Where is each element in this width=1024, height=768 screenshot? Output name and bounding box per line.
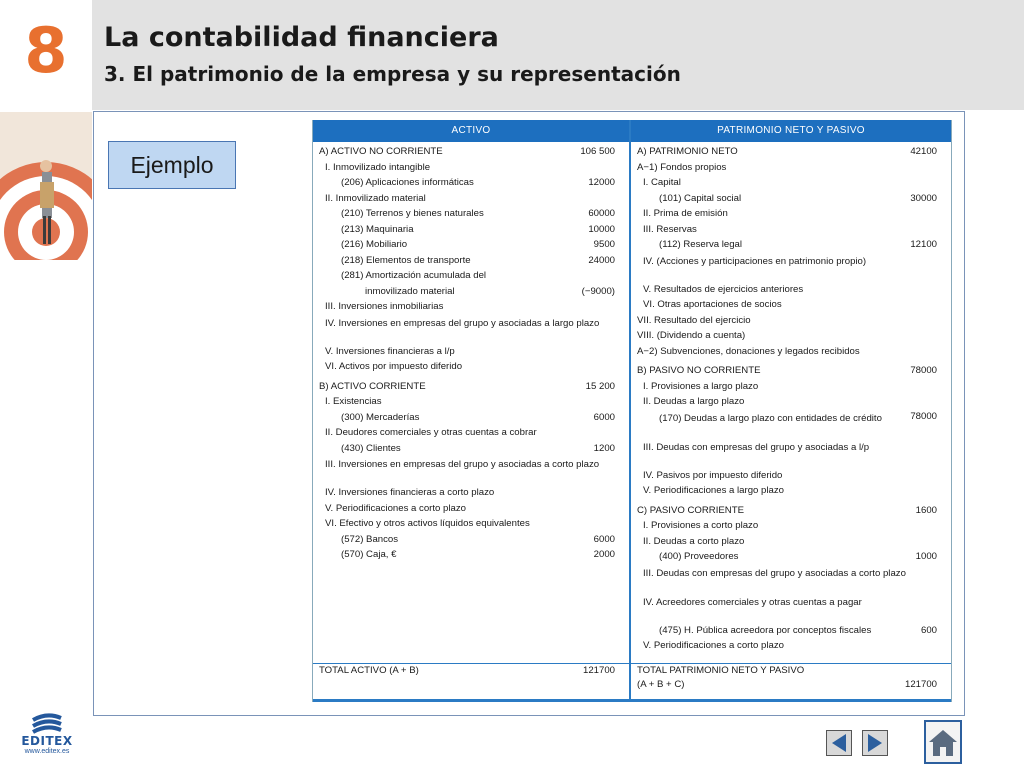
row-label: III. Deudas con empresas del grupo y asociadas a corto plazo — [643, 567, 906, 579]
row-value: 30000 — [910, 192, 937, 204]
table-row — [313, 237, 629, 253]
row-label: I. Capital — [643, 177, 681, 188]
row-label: A−1) Fondos propios — [637, 161, 727, 173]
table-row — [313, 206, 629, 222]
row-value: 6000 — [593, 411, 615, 423]
row-label: III. Inversiones en empresas del grupo y asociadas a corto plazo — [325, 459, 600, 470]
row-label: I. Existencias — [325, 396, 382, 407]
table-row — [631, 534, 951, 550]
row-label: (210) Terrenos y bienes naturales — [341, 208, 484, 219]
table-row — [631, 344, 951, 360]
table-row — [631, 394, 951, 410]
row-value: 1600 — [915, 504, 937, 516]
activo-rows — [313, 142, 629, 563]
table-row — [631, 222, 951, 238]
row-value: 78000 — [910, 365, 937, 376]
row-label: V. Periodificaciones a largo plazo — [643, 485, 784, 496]
row-label: (475) H. Pública acreedora por conceptos fiscales — [659, 624, 872, 636]
row-label: (400) Proveedores — [659, 551, 739, 562]
row-value: 1000 — [915, 551, 937, 562]
pasivo-column — [631, 120, 951, 702]
table-row — [313, 441, 629, 457]
table-row — [631, 253, 951, 282]
table-row — [631, 313, 951, 329]
row-label: A−2) Subvenciones, donaciones y legados recibidos — [637, 345, 860, 357]
row-label: V. Periodificaciones a corto plazo — [643, 640, 784, 651]
table-row — [313, 516, 629, 532]
page-title: La contabilidad financiera — [104, 22, 499, 53]
total-label-2: (A + B + C) — [637, 679, 685, 690]
table-row — [313, 284, 629, 300]
previous-icon — [827, 731, 851, 755]
row-label: (206) Aplicaciones informáticas — [341, 177, 474, 188]
row-label: II. Prima de emisión — [643, 208, 728, 219]
row-value: 2000 — [593, 549, 615, 560]
row-label: (570) Caja, € — [341, 549, 397, 560]
row-label: IV. Pasivos por impuesto diferido — [643, 469, 783, 481]
table-row — [631, 594, 951, 623]
row-label: (218) Elementos de transporte — [341, 254, 471, 266]
table-row — [631, 518, 951, 534]
next-icon — [863, 731, 887, 755]
activo-column — [313, 120, 631, 702]
chapter-box — [0, 0, 92, 110]
row-value: (−9000) — [581, 285, 615, 297]
table-row — [313, 547, 629, 563]
row-label: (430) Clientes — [341, 442, 401, 454]
row-value: 600 — [920, 624, 937, 636]
row-label: (216) Mobiliario — [341, 239, 408, 250]
row-value: 10000 — [588, 223, 615, 235]
row-label: (213) Maquinaria — [341, 223, 414, 235]
next-button[interactable] — [862, 730, 888, 756]
activo-total — [313, 663, 629, 702]
previous-button[interactable] — [826, 730, 852, 756]
activo-header: ACTIVO — [313, 120, 629, 142]
row-label: C) PASIVO CORRIENTE — [637, 504, 744, 516]
table-row — [631, 144, 951, 160]
table-row — [631, 363, 951, 379]
row-label: V. Periodificaciones a corto plazo — [325, 502, 466, 514]
row-value: 78000 — [910, 410, 937, 422]
table-row — [313, 315, 629, 344]
row-value: 9500 — [593, 239, 615, 250]
row-value: 6000 — [593, 533, 615, 545]
row-label: V. Inversiones financieras a l/p — [325, 345, 455, 357]
total-label: TOTAL ACTIVO (A + B) — [319, 665, 419, 676]
table-row — [631, 328, 951, 344]
pasivo-header: PATRIMONIO NETO Y PASIVO — [631, 120, 951, 142]
chapter-number: 8 — [24, 14, 68, 87]
page-subtitle: 3. El patrimonio de la empresa y su representación — [104, 62, 681, 86]
table-row — [313, 144, 629, 160]
table-row — [313, 359, 629, 375]
row-label: I. Provisiones a corto plazo — [643, 520, 759, 531]
row-value: 60000 — [588, 208, 615, 219]
row-label: VIII. (Dividendo a cuenta) — [637, 330, 746, 341]
table-row — [313, 191, 629, 207]
row-value: 12000 — [588, 177, 615, 188]
home-icon — [926, 722, 960, 762]
table-row — [313, 664, 629, 678]
brand-url: www.editex.es — [24, 748, 70, 755]
row-label: III. Inversiones inmobiliarias — [325, 301, 444, 312]
table-row — [631, 483, 951, 499]
pasivo-total — [631, 663, 951, 702]
home-button[interactable] — [924, 720, 962, 764]
row-label: VII. Resultado del ejercicio — [637, 314, 751, 326]
table-row — [631, 379, 951, 395]
header-band — [92, 0, 1024, 110]
row-label: VI. Otras aportaciones de socios — [643, 299, 782, 310]
row-label: IV. (Acciones y participaciones en patrimonio propio) — [643, 255, 867, 267]
table-row — [313, 485, 629, 501]
table-row — [631, 282, 951, 298]
row-value: 12100 — [910, 239, 937, 250]
row-label: I. Inmovilizado intangible — [325, 161, 431, 173]
table-row — [631, 549, 951, 565]
row-label: II. Inmovilizado material — [325, 192, 426, 204]
table-row — [631, 468, 951, 484]
table-row — [631, 503, 951, 519]
chapter-illustration — [0, 112, 92, 260]
row-value: 15 200 — [585, 380, 615, 392]
row-label: VI. Activos por impuesto diferido — [325, 361, 463, 372]
row-value: 42100 — [910, 146, 937, 157]
total-value: 121700 — [582, 665, 615, 676]
row-label: IV. Inversiones en empresas del grupo y asociadas a largo plazo — [325, 317, 600, 329]
total-value: 121700 — [904, 679, 937, 690]
row-label: (101) Capital social — [659, 192, 742, 204]
table-row — [631, 638, 951, 654]
row-label: (572) Bancos — [341, 533, 399, 545]
row-label: (300) Mercaderías — [341, 411, 420, 423]
table-row — [313, 299, 629, 315]
bottom-rule — [631, 699, 951, 702]
table-row — [313, 160, 629, 176]
table-row — [631, 565, 951, 594]
row-label: VI. Efectivo y otros activos líquidos equivalentes — [325, 518, 530, 529]
row-label: IV. Inversiones financieras a corto plazo — [325, 487, 495, 498]
row-label: (170) Deudas a largo plazo con entidades de crédito — [659, 412, 882, 424]
table-row — [631, 439, 951, 468]
balance-sheet-table — [312, 120, 952, 702]
table-row — [313, 501, 629, 517]
brand-name: EDITEX — [21, 734, 73, 748]
row-value: 1200 — [593, 442, 615, 454]
row-label: I. Provisiones a largo plazo — [643, 380, 759, 392]
table-row — [631, 623, 951, 639]
row-label: (112) Reserva legal — [659, 239, 743, 250]
row-label: III. Deudas con empresas del grupo y asociadas a l/p — [643, 441, 870, 453]
table-row — [631, 410, 951, 439]
table-row — [313, 379, 629, 395]
row-label: B) PASIVO NO CORRIENTE — [637, 365, 761, 376]
table-row — [631, 664, 951, 678]
row-label: A) PATRIMONIO NETO — [637, 146, 738, 157]
example-badge: Ejemplo — [108, 141, 236, 189]
table-row — [631, 160, 951, 176]
table-row — [313, 456, 629, 485]
table-row — [313, 532, 629, 548]
row-label: inmovilizado material — [365, 285, 455, 297]
row-label: A) ACTIVO NO CORRIENTE — [319, 146, 443, 157]
row-label: (281) Amortización acumulada del — [341, 270, 487, 281]
table-row — [313, 253, 629, 269]
table-row — [631, 678, 951, 692]
table-row — [313, 410, 629, 426]
editex-logo — [16, 712, 78, 760]
row-label: V. Resultados de ejercicios anteriores — [643, 283, 804, 295]
row-label: III. Reservas — [643, 223, 697, 235]
table-row — [313, 344, 629, 360]
row-label: II. Deudas a largo plazo — [643, 396, 745, 407]
table-row — [631, 297, 951, 313]
table-row — [313, 222, 629, 238]
table-row — [313, 175, 629, 191]
table-row — [631, 237, 951, 253]
pasivo-rows — [631, 142, 951, 654]
row-label: B) ACTIVO CORRIENTE — [319, 380, 426, 392]
table-row — [313, 425, 629, 441]
row-value: 106 500 — [580, 146, 615, 157]
total-label: TOTAL PATRIMONIO NETO Y PASIVO — [637, 665, 805, 676]
table-row — [631, 191, 951, 207]
row-label: II. Deudores comerciales y otras cuentas a cobrar — [325, 427, 537, 438]
bottom-rule — [313, 699, 629, 702]
row-value: 24000 — [588, 254, 615, 266]
table-row — [313, 394, 629, 410]
table-row — [313, 268, 629, 284]
table-row — [631, 175, 951, 191]
row-label: IV. Acreedores comerciales y otras cuentas a pagar — [643, 596, 862, 608]
row-label: II. Deudas a corto plazo — [643, 535, 745, 547]
table-row — [631, 206, 951, 222]
